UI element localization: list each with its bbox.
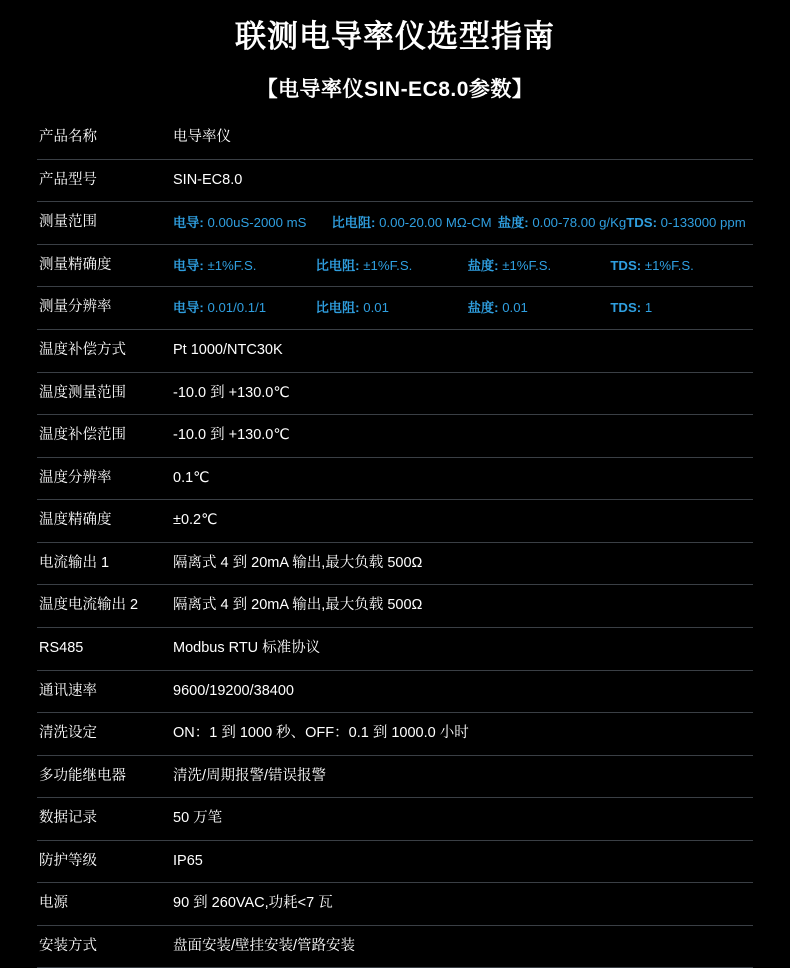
accuracy-tds: TDS: ±1%F.S.: [610, 257, 694, 273]
table-row: [37, 117, 753, 159]
row-value: ON：1 到 1000 秒、OFF：0.1 到 1000.0 小时: [173, 725, 469, 742]
table-row: [37, 840, 753, 883]
row-label: 防护等级: [39, 852, 97, 869]
table-row: [37, 159, 753, 202]
resolution-resistivity: 比电阻: 0.01: [315, 300, 389, 316]
row-value: Pt 1000/NTC30K: [173, 342, 283, 358]
table-row: [37, 755, 753, 798]
row-label: 温度测量范围: [39, 384, 126, 401]
page-title: 联测电导率仪选型指南: [235, 19, 555, 54]
table-row: [37, 883, 753, 926]
row-value: 盘面安装/壁挂安装/管路安装: [173, 937, 356, 954]
row-value: 隔离式 4 到 20mA 输出,最大负载 500Ω: [173, 554, 423, 571]
row-label: 电源: [39, 895, 68, 912]
row-label: 温度电流输出 2: [39, 597, 139, 614]
row-value: [165, 287, 753, 330]
row-label: 温度精确度: [39, 512, 112, 529]
measurement-resolution-group: [173, 299, 753, 317]
specification-table: [37, 117, 753, 968]
table-row: [37, 585, 753, 628]
row-label: 温度补偿范围: [39, 427, 126, 444]
range-conductivity: 电导: 0.00uS-2000 mS: [173, 215, 307, 231]
row-label: 温度分辨率: [39, 469, 112, 486]
table-row: [37, 287, 753, 330]
row-value: 隔离式 4 到 20mA 输出,最大负载 500Ω: [173, 597, 423, 614]
row-label: 清洗设定: [39, 725, 97, 742]
row-label: 电流输出 1: [39, 554, 110, 571]
table-row: [37, 202, 753, 245]
row-label: 通讯速率: [39, 682, 97, 699]
row-value: 电导率仪: [173, 129, 231, 146]
range-salinity: 盐度: 0.00-78.00 g/Kg: [497, 215, 627, 231]
row-value: 90 到 260VAC,功耗<7 瓦: [173, 895, 333, 912]
table-row: [37, 925, 753, 968]
measurement-accuracy-group: [173, 257, 753, 275]
table-row: [37, 244, 753, 287]
row-value: [165, 244, 753, 287]
row-label: 测量范围: [39, 214, 97, 231]
accuracy-conductivity: 电导: ±1%F.S.: [173, 257, 257, 273]
row-value: 0.1℃: [173, 469, 210, 486]
table-row: [37, 798, 753, 841]
row-label: 测量精确度: [39, 256, 112, 273]
row-label: 产品名称: [39, 129, 97, 146]
page-subtitle: 【电导率仪SIN-EC8.0参数】: [256, 78, 534, 102]
row-value: 9600/19200/38400: [173, 682, 294, 699]
row-label: 数据记录: [39, 810, 97, 827]
row-label: 测量分辨率: [39, 299, 112, 316]
table-row: [37, 670, 753, 713]
table-row: [37, 627, 753, 670]
table-row: [37, 372, 753, 415]
row-value: [165, 202, 753, 245]
row-value: ±0.2℃: [173, 512, 218, 529]
table-row: [37, 457, 753, 500]
row-value: 50 万笔: [173, 810, 223, 827]
resolution-salinity: 盐度: 0.01: [467, 300, 528, 316]
accuracy-salinity: 盐度: ±1%F.S.: [467, 257, 552, 273]
row-label: 温度补偿方式: [39, 342, 126, 358]
range-tds: TDS: 0-133000 ppm: [626, 215, 746, 231]
row-label: 产品型号: [39, 171, 97, 188]
row-value: -10.0 到 +130.0℃: [173, 384, 290, 401]
table-row: [37, 542, 753, 585]
row-value: 清洗/周期报警/错误报警: [173, 767, 327, 784]
table-row: [37, 713, 753, 756]
range-resistivity: 比电阻: 0.00-20.00 MΩ-CM: [331, 215, 492, 231]
table-row: [37, 330, 753, 373]
row-value: IP65: [173, 852, 203, 869]
row-label: 多功能继电器: [39, 767, 126, 784]
resolution-conductivity: 电导: 0.01/0.1/1: [173, 300, 267, 316]
table-row: [37, 500, 753, 543]
row-value: Modbus RTU 标准协议: [173, 639, 321, 656]
measurement-range-group: [173, 214, 753, 232]
resolution-tds: TDS: 1: [610, 300, 653, 316]
row-label: RS485: [39, 639, 84, 656]
row-value: -10.0 到 +130.0℃: [173, 427, 290, 444]
row-label: 安装方式: [39, 937, 97, 954]
accuracy-resistivity: 比电阻: ±1%F.S.: [315, 257, 413, 273]
table-row: [37, 415, 753, 458]
row-value: SIN-EC8.0: [173, 171, 243, 188]
